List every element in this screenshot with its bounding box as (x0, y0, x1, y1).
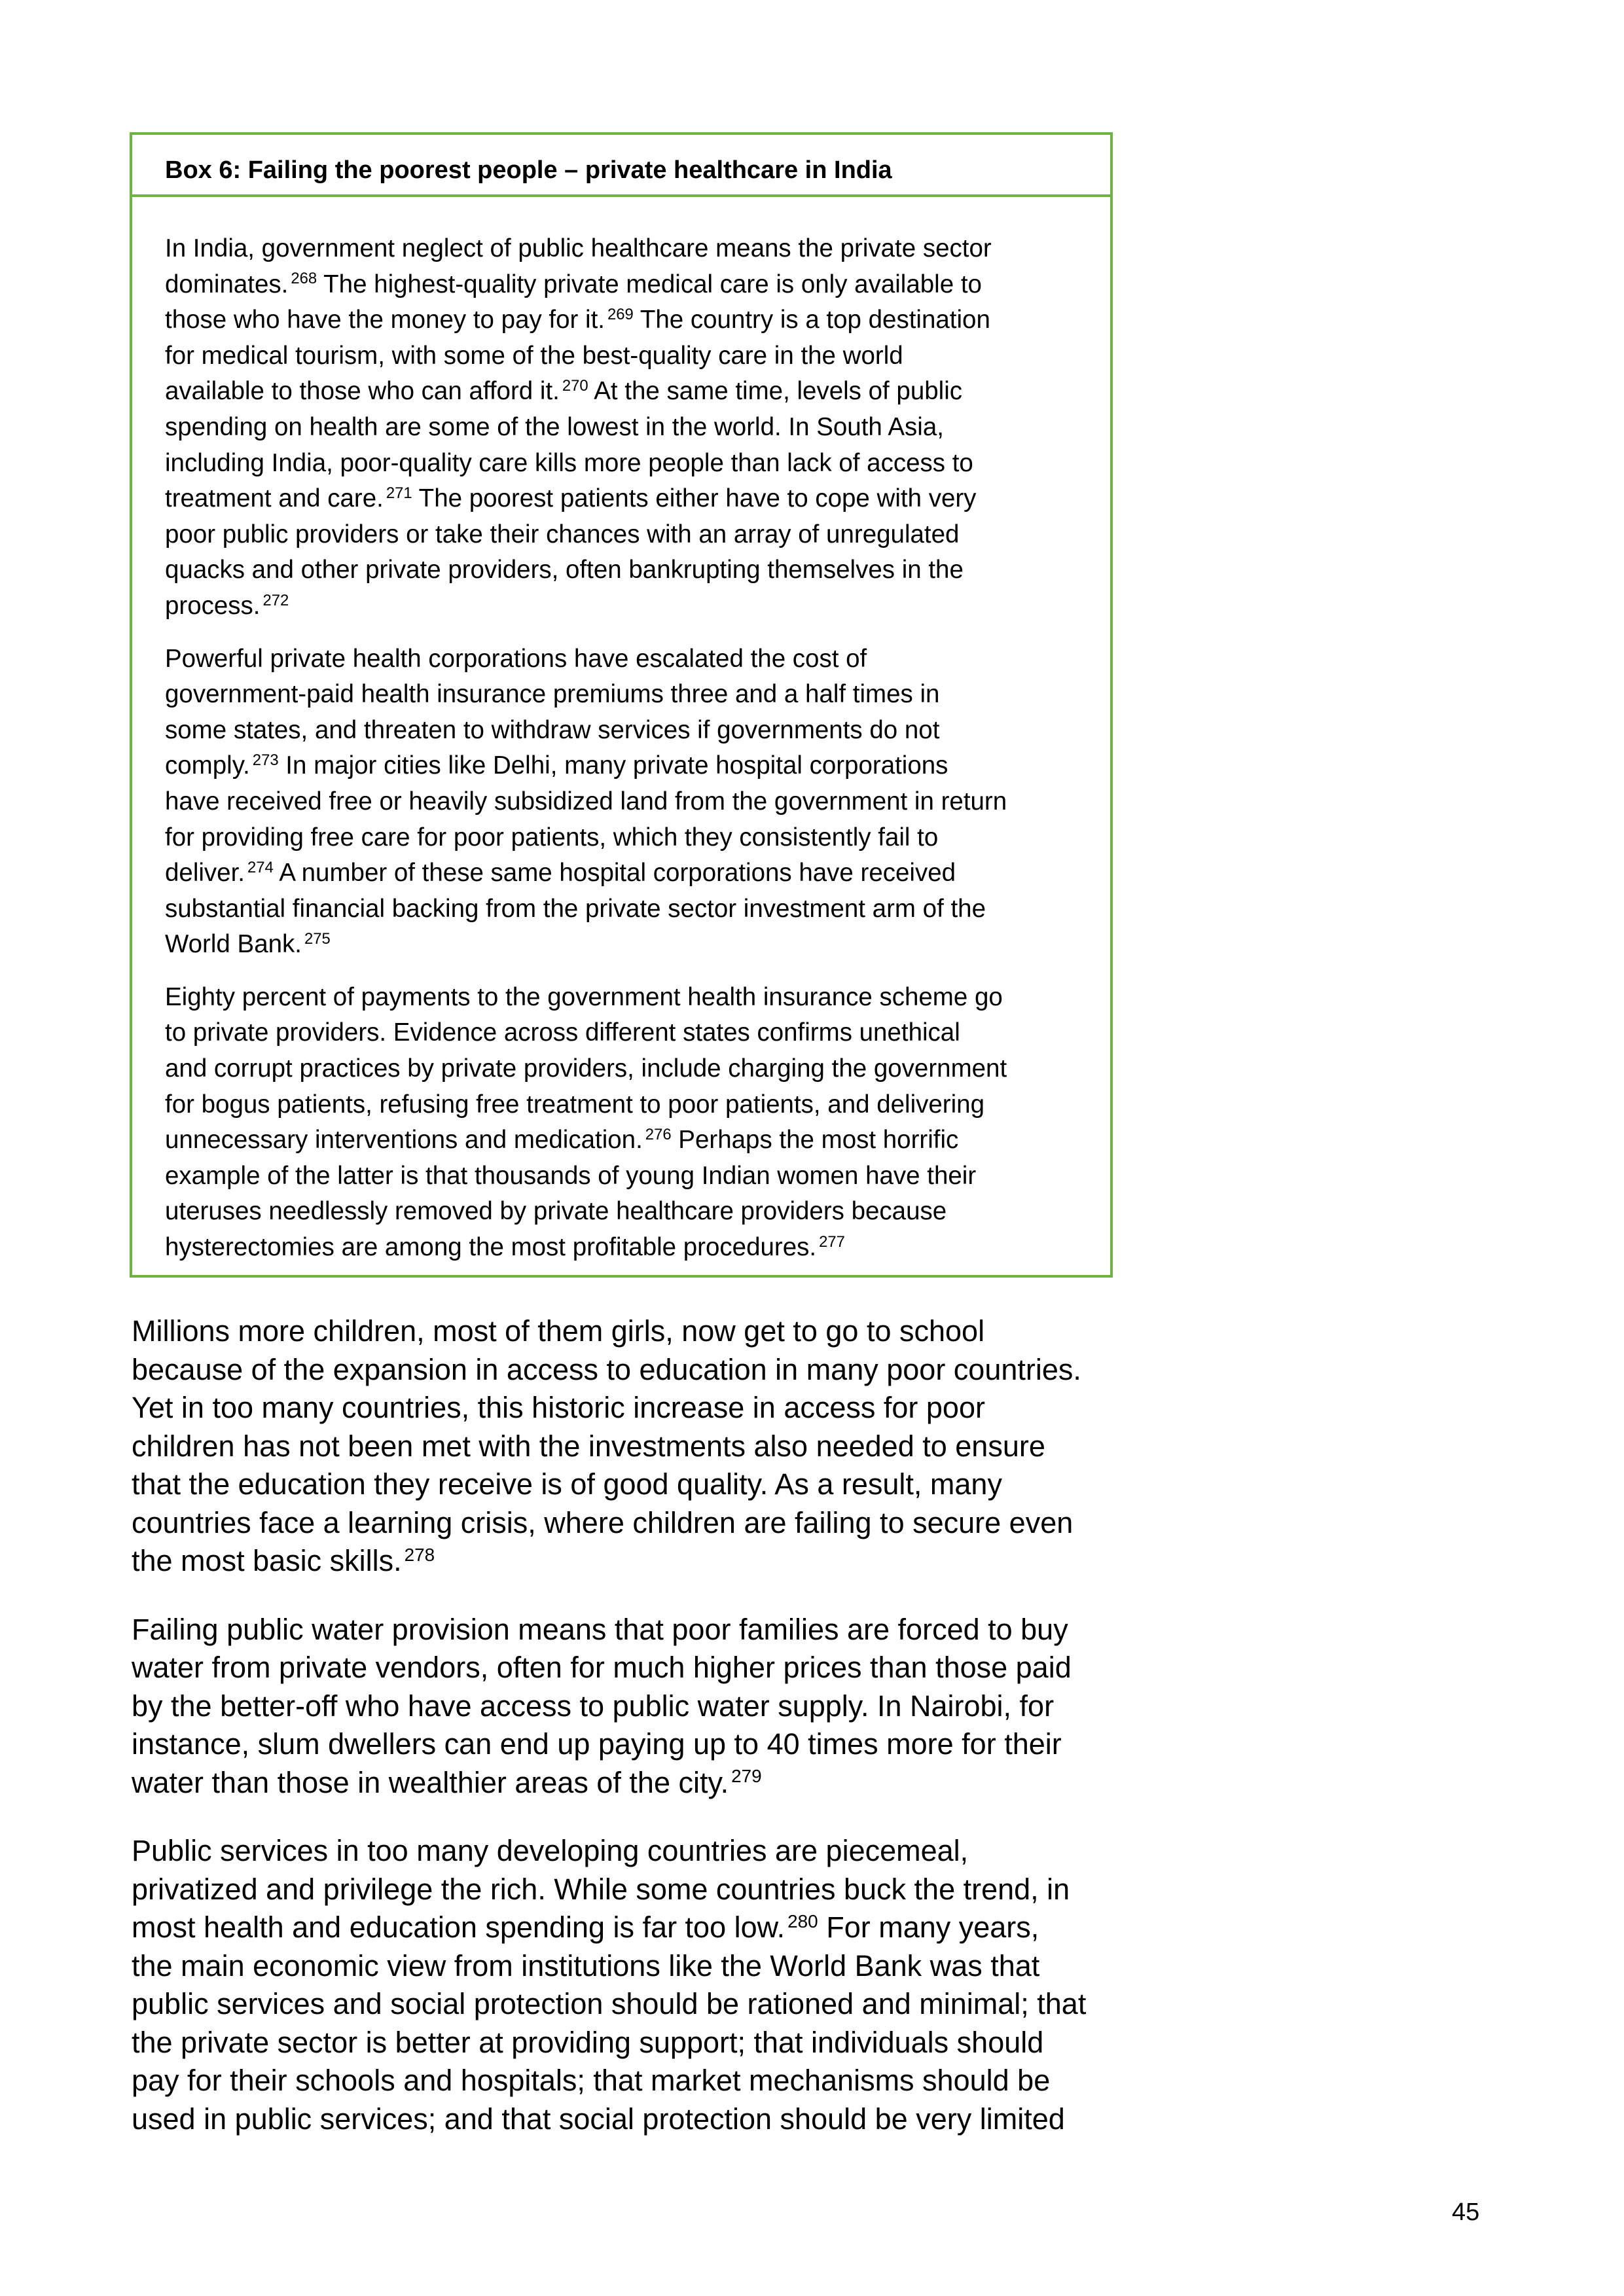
line-text: public services and social protection should be rationed and minimal; that (132, 1987, 1087, 2020)
text-line (165, 677, 1084, 713)
footnote-ref: 269 (607, 306, 634, 324)
text-line (132, 1871, 1140, 1909)
text-line (132, 1947, 1140, 1986)
footnote-ref: 268 (291, 270, 317, 288)
text-line (132, 1832, 1140, 1871)
footnote-ref: 275 (304, 930, 331, 948)
line-text: available to those who can afford it. (165, 377, 560, 406)
line-text: used in public services; and that social protection should be very limited (132, 2102, 1065, 2136)
line-text: Eighty percent of payments to the government health insurance scheme go (165, 982, 1003, 1011)
line-text: have received free or heavily subsidized land from the government in return (165, 787, 1007, 816)
box-body (132, 197, 1110, 1266)
line-text: to private providers. Evidence across different states confirms unethical (165, 1018, 960, 1047)
text-line (165, 1087, 1084, 1123)
line-text: comply. (165, 751, 250, 780)
body-paragraph (132, 1611, 1140, 1803)
box-6 (130, 132, 1113, 1278)
line-text: spending on health are some of the lowest in the world. In South Asia, (165, 412, 944, 441)
line-text: the private sector is better at providing support; that individuals should (132, 2025, 1044, 2059)
line-text: For many years, (818, 1910, 1039, 1944)
text-line (165, 481, 1084, 517)
line-text: process. (165, 591, 261, 620)
text-line (165, 1122, 1084, 1158)
text-line (165, 713, 1084, 749)
line-text: and corrupt practices by private providers, include charging the government (165, 1054, 1007, 1083)
line-text: example of the latter is that thousands of young Indian women have their (165, 1161, 977, 1190)
line-text: Powerful private health corporations have escalated the cost of (165, 644, 867, 673)
line-text: water from private vendors, often for much higher prices than those paid (132, 1651, 1072, 1684)
page-number: 45 (1452, 2198, 1480, 2226)
text-line (132, 1389, 1140, 1427)
footnote-ref: 278 (404, 1544, 435, 1565)
box-paragraph (165, 980, 1084, 1266)
line-text: children has not been met with the investments also needed to ensure (132, 1429, 1045, 1463)
line-text: The poorest patients either have to cope with very (412, 484, 977, 513)
line-text: deliver. (165, 859, 245, 888)
text-line (132, 1427, 1140, 1466)
line-text: some states, and threaten to withdraw services if governments do not (165, 715, 940, 744)
text-line (165, 302, 1084, 338)
text-line (132, 1649, 1140, 1687)
line-text: instance, slum dwellers can end up paying up to 40 times more for their (132, 1727, 1062, 1761)
footnote-ref: 279 (731, 1766, 762, 1787)
line-text: the main economic view from institutions like the World Bank was that (132, 1948, 1040, 1982)
line-text: including India, poor-quality care kills more people than lack of access to (165, 448, 973, 477)
text-line (165, 338, 1084, 374)
text-line (165, 820, 1084, 856)
text-line (165, 980, 1084, 1016)
line-text: treatment and care. (165, 484, 384, 513)
text-line (132, 1504, 1140, 1543)
line-text: poor public providers or take their chances with an array of unregulated (165, 520, 960, 548)
text-line (132, 2100, 1140, 2139)
text-line (165, 267, 1084, 303)
line-text: pay for their schools and hospitals; that market mechanisms should be (132, 2064, 1051, 2097)
line-text: for medical tourism, with some of the best-quality care in the world (165, 341, 903, 370)
text-line (132, 1985, 1140, 2024)
text-line (132, 1542, 1140, 1581)
line-text: The highest-quality private medical care is only available to (317, 270, 982, 298)
line-text: water than those in wealthier areas of the city. (132, 1765, 729, 1799)
line-text: by the better-off who have access to public water supply. In Nairobi, for (132, 1689, 1055, 1723)
text-line (132, 1909, 1140, 1947)
line-text: because of the expansion in access to education in many poor countries. (132, 1352, 1081, 1386)
text-line (165, 784, 1084, 820)
line-text: dominates. (165, 270, 289, 298)
line-text: In India, government neglect of public healthcare means the private sector (165, 234, 992, 262)
text-line (165, 1015, 1084, 1051)
line-text: that the education they receive is of good quality. As a result, many (132, 1467, 1002, 1501)
text-line (165, 641, 1084, 677)
text-line (165, 588, 1084, 624)
footnote-ref: 276 (645, 1126, 672, 1144)
footnote-ref: 273 (252, 751, 279, 770)
text-line (132, 1465, 1140, 1504)
line-text: privatized and privilege the rich. While some countries buck the trend, in (132, 1872, 1070, 1906)
line-text: World Bank. (165, 930, 302, 959)
text-line (132, 2062, 1140, 2100)
text-line (132, 2024, 1140, 2062)
line-text: the most basic skills. (132, 1544, 402, 1577)
text-line (165, 410, 1084, 446)
text-line (132, 1764, 1140, 1803)
text-line (165, 446, 1084, 482)
text-line (132, 1725, 1140, 1764)
line-text: hysterectomies are among the most profitable procedures. (165, 1233, 817, 1262)
footnote-ref: 271 (386, 484, 412, 503)
line-text: quacks and other private providers, often bankrupting themselves in the (165, 556, 964, 584)
line-text: At the same time, levels of public (588, 377, 963, 406)
box-paragraph (165, 641, 1084, 963)
text-line (165, 231, 1084, 267)
line-text: In major cities like Delhi, many private hospital corporations (278, 751, 948, 780)
text-line (165, 855, 1084, 891)
line-text: uteruses needlessly removed by private healthcare providers because (165, 1197, 947, 1226)
line-text: Yet in too many countries, this historic increase in access for poor (132, 1391, 985, 1424)
main-text (132, 1312, 1140, 2168)
footnote-ref: 272 (262, 591, 289, 609)
line-text: for providing free care for poor patients, which they consistently fail to (165, 823, 939, 852)
line-text: those who have the money to pay for it. (165, 306, 605, 334)
line-text: government-paid health insurance premiums three and a half times in (165, 680, 940, 709)
body-paragraph (132, 1832, 1140, 2138)
line-text: The country is a top destination (633, 306, 990, 334)
line-text: substantial financial backing from the private sector investment arm of the (165, 894, 986, 923)
line-text: Perhaps the most horrific (671, 1126, 959, 1155)
text-line (165, 1230, 1084, 1266)
text-line (165, 1051, 1084, 1087)
line-text: unnecessary interventions and medication. (165, 1126, 643, 1155)
line-text: Failing public water provision means that poor families are forced to buy (132, 1612, 1068, 1646)
text-line (165, 374, 1084, 410)
text-line (165, 927, 1084, 963)
text-line (165, 1158, 1084, 1194)
footnote-ref: 274 (247, 858, 274, 876)
line-text: countries face a learning crisis, where children are failing to secure even (132, 1505, 1074, 1539)
line-text: A number of these same hospital corporations have received (273, 859, 956, 888)
body-paragraph (132, 1312, 1140, 1581)
footnote-ref: 277 (819, 1232, 845, 1251)
text-line (165, 517, 1084, 553)
text-line (165, 552, 1084, 588)
text-line (165, 1194, 1084, 1230)
line-text: Public services in too many developing countries are piecemeal, (132, 1834, 969, 1867)
footnote-ref: 280 (787, 1910, 818, 1931)
text-line (165, 748, 1084, 784)
line-text: for bogus patients, refusing free treatment to poor patients, and delivering (165, 1090, 985, 1119)
text-line (132, 1312, 1140, 1351)
footnote-ref: 270 (562, 377, 588, 395)
box-title: Box 6: Failing the poorest people – private healthcare in India (132, 135, 1110, 197)
text-line (132, 1687, 1140, 1726)
line-text: most health and education spending is far too low. (132, 1910, 785, 1944)
text-line (132, 1611, 1140, 1649)
text-line (165, 891, 1084, 927)
text-line (132, 1351, 1140, 1390)
line-text: Millions more children, most of them girls, now get to go to school (132, 1314, 985, 1348)
box-paragraph (165, 231, 1084, 624)
